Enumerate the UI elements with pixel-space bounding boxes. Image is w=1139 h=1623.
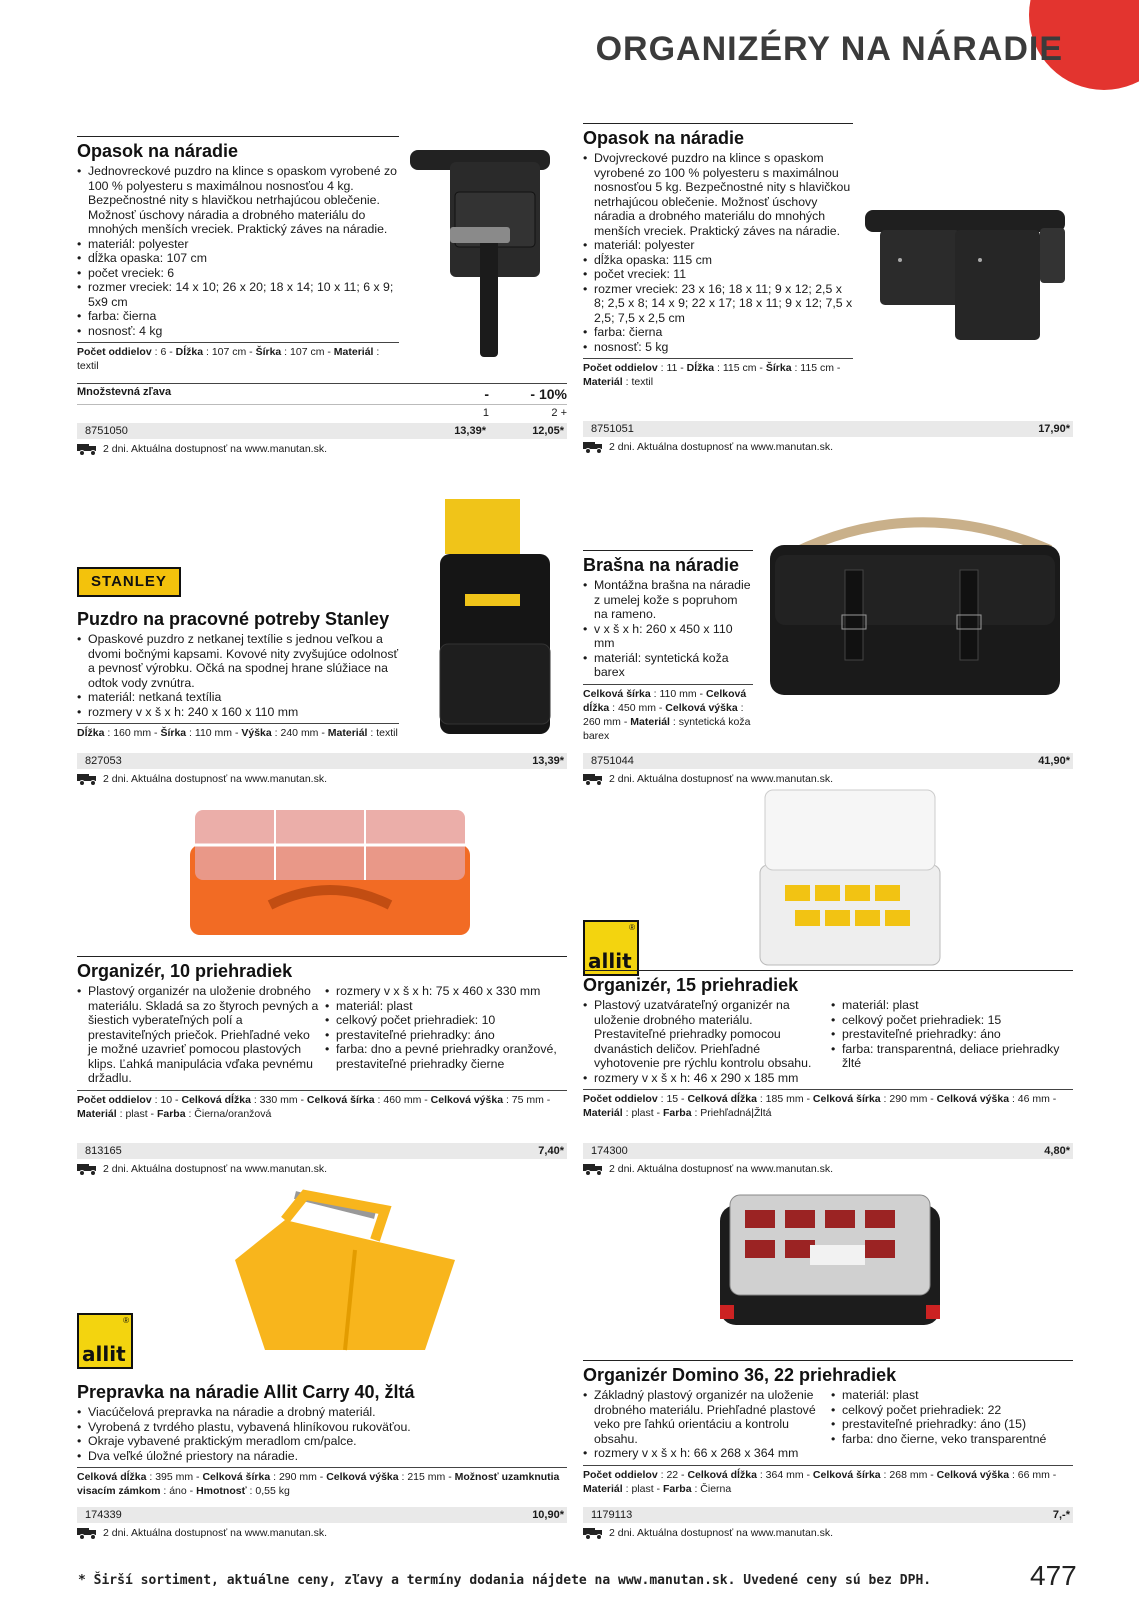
price: 4,80*: [1044, 1145, 1070, 1157]
product-title: Organizér, 15 priehradiek: [583, 970, 1073, 996]
truck-icon: [583, 1528, 603, 1538]
price: 41,90*: [1038, 755, 1070, 767]
bullet: • prestaviteľné priehradky: áno (15): [831, 1417, 1073, 1432]
product-title: Prepravka na náradie Allit Carry 40, žltá: [77, 1382, 415, 1402]
product-bullets-right: [831, 1388, 1073, 1461]
bullet: • rozmery v x š x h: 66 x 268 x 364 mm: [583, 1446, 825, 1461]
bullet: • počet vreciek: 11: [583, 267, 853, 282]
price: 7,40*: [538, 1145, 564, 1157]
product-specs: Počet oddielov : 15 - Celková dĺžka : 185 mm - Celková šírka : 290 mm - Celková výška : 46 mm - Materiál : plast - Farba : Priehľadná|Žltá: [583, 1089, 1073, 1120]
bullet: • počet vreciek: 6: [77, 266, 399, 281]
bullet: • materiál: netkaná textília: [77, 690, 399, 705]
price-row: [77, 1507, 567, 1523]
truck-icon: [77, 444, 97, 454]
bullet: • Plastový uzatvárateľný organizér na uloženie drobného materiálu. Prestaviteľné priehradky pomocou dvanástich deličov. Priehľadné vyhotovenie pre rýchlu kontrolu obsahu.: [583, 998, 825, 1071]
qty-col-2: 2 +: [551, 407, 567, 419]
qty-discount-label: Množstevná zľava: [77, 386, 172, 398]
bullet: • Vyrobená z tvrdého plastu, vybavená hliníkovou rukoväťou.: [77, 1420, 567, 1435]
delivery-info: [583, 773, 1073, 785]
price-row: [77, 1143, 567, 1159]
product-opasok-2: [583, 123, 853, 389]
product-specs: Celková dĺžka : 395 mm - Celková šírka : 290 mm - Celková výška : 215 mm - Možnosť uzamknutia visacím zámkom : áno - Hmotnosť : 0,55 kg: [77, 1467, 567, 1498]
delivery-text: 2 dni. Aktuálna dostupnosť na www.manutan.sk.: [609, 1163, 833, 1175]
product-specs: Počet oddielov : 10 - Celková dĺžka : 330 mm - Celková šírka : 460 mm - Celková výška : 75 mm - Materiál : plast - Farba : Čierna/oranžová: [77, 1090, 567, 1121]
delivery-text: 2 dni. Aktuálna dostupnosť na www.manutan.sk.: [103, 773, 327, 785]
stanley-logo: STANLEY: [77, 567, 181, 597]
product-organizer-15: [583, 970, 1073, 1120]
product-bullets: [77, 632, 399, 719]
price: 17,90*: [1038, 423, 1070, 435]
delivery-info: [77, 773, 567, 785]
product-code[interactable]: 174300: [591, 1145, 628, 1157]
stanley-pouch-image: [425, 494, 565, 744]
allit-logo-text: allit: [82, 1342, 126, 1366]
allit-logo: allit ®: [77, 1313, 133, 1369]
delivery-text: 2 dni. Aktuálna dostupnosť na www.manutan.sk.: [609, 441, 833, 453]
price-row: [583, 1143, 1073, 1159]
price: 10,90*: [532, 1509, 564, 1521]
price-row: [77, 753, 567, 769]
bullet: • Dva veľké úložné priestory na náradie.: [77, 1449, 567, 1464]
page-number: 477: [1030, 1560, 1077, 1591]
product-title: Organizér Domino 36, 22 priehradiek: [583, 1360, 1073, 1386]
delivery-info: [77, 1163, 567, 1175]
bullet: • rozmery v x š x h: 46 x 290 x 185 mm: [583, 1071, 825, 1086]
leather-bag-image: [760, 500, 1070, 700]
product-code[interactable]: 8751051: [591, 423, 634, 435]
bullet: • celkový počet priehradiek: 22: [831, 1403, 1073, 1418]
product-organizer-10: [77, 956, 567, 1121]
qty-discount-table: [77, 379, 567, 455]
bullet: • materiál: plast: [831, 998, 1073, 1013]
product-bullets: [77, 164, 399, 338]
truck-icon: [583, 1164, 603, 1174]
price-block: [583, 1141, 1073, 1175]
bullet: • rozmer vreciek: 14 x 10; 26 x 20; 18 x 14; 10 x 11; 6 x 9; 5x9 cm: [77, 280, 399, 309]
product-bullets: [583, 151, 853, 354]
product-specs: Počet oddielov : 22 - Celková dĺžka : 364 mm - Celková šírka : 268 mm - Celková výška : 66 mm - Materiál : plast - Farba : Čierna: [583, 1465, 1073, 1496]
bullet: • farba: transparentná, deliace priehradky žlté: [831, 1042, 1073, 1071]
bullet: • Dvojvreckové puzdro na klince s opaskom vyrobené zo 100 % polyesteru s maximálnou nosnosťou 5 kg. Bezpečnostné nity s hlavičkou netrhajúcou oblečenie. Možnosť úschovy náradia a drobného materiálu do mnohých menších vreciek. Praktický záves na náradie.: [583, 151, 853, 238]
delivery-text: 2 dni. Aktuálna dostupnosť na www.manutan.sk.: [103, 1527, 327, 1539]
price-block: [583, 419, 1073, 453]
product-opasok-1: [77, 136, 399, 373]
tool-belt-image: [405, 132, 560, 372]
discount-col-2: - 10%: [530, 386, 567, 402]
price-row: [583, 753, 1073, 769]
bullet: • materiál: polyester: [583, 238, 853, 253]
bullet: • Okraje vybavené praktickým meradlom cm/palce.: [77, 1434, 567, 1449]
truck-icon: [77, 1164, 97, 1174]
bullet: • materiál: plast: [831, 1388, 1073, 1403]
bullet: • rozmery v x š x h: 240 x 160 x 110 mm: [77, 705, 399, 720]
product-bullets-right: [325, 984, 567, 1086]
product-specs: Celková šírka : 110 mm - Celková dĺžka : 450 mm - Celková výška : 260 mm - Materiál : syntetická koža barex: [583, 684, 753, 743]
price: 13,39*: [532, 755, 564, 767]
delivery-info: [77, 443, 567, 455]
price-block: [583, 1505, 1073, 1539]
page-title: ORGANIZÉRY NA NÁRADIE: [595, 30, 1063, 68]
organizer-orange-image: [175, 795, 485, 950]
product-code[interactable]: 174339: [85, 1509, 122, 1521]
product-code[interactable]: 1179113: [591, 1509, 633, 1521]
delivery-info: [583, 441, 1073, 453]
price-row: [77, 423, 567, 439]
price-2: 12,05*: [532, 425, 564, 437]
bullet: • materiál: polyester: [77, 237, 399, 252]
bullet: • farba: čierna: [583, 325, 853, 340]
bullet: • dĺžka opaska: 107 cm: [77, 251, 399, 266]
bullet: • rozmery v x š x h: 75 x 460 x 330 mm: [325, 984, 567, 999]
delivery-info: [583, 1163, 1073, 1175]
delivery-text: 2 dni. Aktuálna dostupnosť na www.manutan.sk.: [103, 443, 327, 455]
product-organizer-domino: [583, 1360, 1073, 1496]
product-title: Puzdro na pracovné potreby Stanley: [77, 609, 390, 629]
bullet: • rozmer vreciek: 23 x 16; 18 x 11; 9 x 12; 2,5 x 8; 2,5 x 8; 14 x 9; 22 x 17; 18 x 11; 9 x 12; 7,5 x 2,5; 7,5 x 2,5 cm: [583, 282, 853, 326]
allit-logo-text: allit: [588, 949, 632, 973]
bullet: • dĺžka opaska: 115 cm: [583, 253, 853, 268]
bullet: • celkový počet priehradiek: 10: [325, 1013, 567, 1028]
bullet: • prestaviteľné priehradky: áno: [325, 1028, 567, 1043]
price-block: [583, 751, 1073, 785]
bullet: • farba: dno a pevné priehradky oranžové, prestaviteľné priehradky čierne: [325, 1042, 567, 1071]
truck-icon: [77, 1528, 97, 1538]
price-block: [77, 1141, 567, 1175]
truck-icon: [77, 774, 97, 784]
product-title: Organizér, 10 priehradiek: [77, 956, 567, 982]
price-row: [583, 421, 1073, 437]
bullet: • materiál: syntetická koža barex: [583, 651, 753, 680]
organizer-domino-image: [715, 1185, 945, 1335]
delivery-text: 2 dni. Aktuálna dostupnosť na www.manutan.sk.: [103, 1163, 327, 1175]
organizer-clear-image: [755, 785, 945, 975]
product-bullets-left: [583, 998, 825, 1085]
delivery-text: 2 dni. Aktuálna dostupnosť na www.manutan.sk.: [609, 773, 833, 785]
product-bullets: [77, 1405, 567, 1463]
tool-belt-double-image: [860, 190, 1070, 350]
product-specs: Počet oddielov : 6 - Dĺžka : 107 cm - Šírka : 107 cm - Materiál : textil: [77, 342, 399, 373]
bullet: • Základný plastový organizér na uloženie drobného materiálu. Priehľadné plastové veko pre ľahkú orientáciu a kontrolu obsahu.: [583, 1388, 825, 1446]
truck-icon: [583, 774, 603, 784]
bullet: • farba: dno čierne, veko transparentné: [831, 1432, 1073, 1447]
price-row: [583, 1507, 1073, 1523]
bullet: • materiál: plast: [325, 999, 567, 1014]
allit-logo: allit ®: [583, 920, 639, 976]
price-block: [77, 751, 567, 785]
delivery-text: 2 dni. Aktuálna dostupnosť na www.manutan.sk.: [609, 1527, 833, 1539]
product-title: Opasok na náradie: [77, 136, 399, 162]
price: 7,-*: [1052, 1509, 1070, 1521]
bullet: • prestaviteľné priehradky: áno: [831, 1027, 1073, 1042]
bullet: • farba: čierna: [77, 309, 399, 324]
bullet: • Opaskové puzdro z netkanej textílie s jednou veľkou a dvomi bočnými kapsami. Kovové nity zvyšujúce odolnosť a pevnosť výrobku. Očká na spodnej hrane slúžiace na odtok vody zvnútra.: [77, 632, 399, 690]
product-bullets-left: [583, 1388, 825, 1461]
footer-note: * Širší sortiment, aktuálne ceny, zľavy a termíny dodania nájdete na www.manutan.sk. Uvedené ceny sú bez DPH.: [78, 1573, 932, 1588]
product-bullets-right: [831, 998, 1073, 1085]
delivery-info: [77, 1527, 567, 1539]
product-stanley-pouch: [77, 605, 399, 740]
bullet: • v x š x h: 260 x 450 x 110 mm: [583, 622, 753, 651]
product-code[interactable]: 813165: [85, 1145, 122, 1157]
truck-icon: [583, 442, 603, 452]
product-title: Brašna na náradie: [583, 550, 753, 576]
product-bullets: [583, 578, 753, 680]
product-code[interactable]: 8751044: [591, 755, 634, 767]
qty-col-1: 1: [482, 407, 489, 419]
price-1: 13,39*: [454, 425, 486, 437]
product-code[interactable]: 8751050: [85, 425, 128, 437]
discount-col-1: -: [484, 386, 489, 402]
bullet: • Viacúčelová prepravka na náradie a drobný materiál.: [77, 1405, 567, 1420]
bullet: • Plastový organizér na uloženie drobného materiálu. Skladá sa zo štyroch pevných a šiestich vyberateľných polí a prestaviteľných priečok. Priehľadné veko je možné uzavrieť pomocou plastových klips. Ľahká manipulácia vďaka pevnému držadlu.: [77, 984, 319, 1086]
product-specs: Počet oddielov : 11 - Dĺžka : 115 cm - Šírka : 115 cm - Materiál : textil: [583, 358, 853, 389]
bullet: • Jednovreckové puzdro na klince s opaskom vyrobené zo 100 % polyesteru s maximálnou nosnosťou 4 kg. Bezpečnostné nity s hlavičkou netrhajúcou oblečenie. Možnosť úschovy náradia a drobného materiálu do mnohých menších vreciek. Praktický záves na náradie.: [77, 164, 399, 237]
bullet: • nosnosť: 5 kg: [583, 340, 853, 355]
product-code[interactable]: 827053: [85, 755, 122, 767]
product-tool-carrier: [77, 1378, 567, 1498]
product-tool-bag: [583, 550, 753, 743]
price-block: [77, 1505, 567, 1539]
delivery-info: [583, 1527, 1073, 1539]
bullet: • Montážna brašna na náradie z umelej kože s popruhom na rameno.: [583, 578, 753, 622]
product-bullets-left: [77, 984, 319, 1086]
bullet: • celkový počet priehradiek: 15: [831, 1013, 1073, 1028]
bullet: • nosnosť: 4 kg: [77, 324, 399, 339]
product-title: Opasok na náradie: [583, 123, 853, 149]
tool-carrier-yellow-image: [225, 1180, 465, 1360]
product-specs: Dĺžka : 160 mm - Šírka : 110 mm - Výška : 240 mm - Materiál : textil: [77, 723, 399, 740]
